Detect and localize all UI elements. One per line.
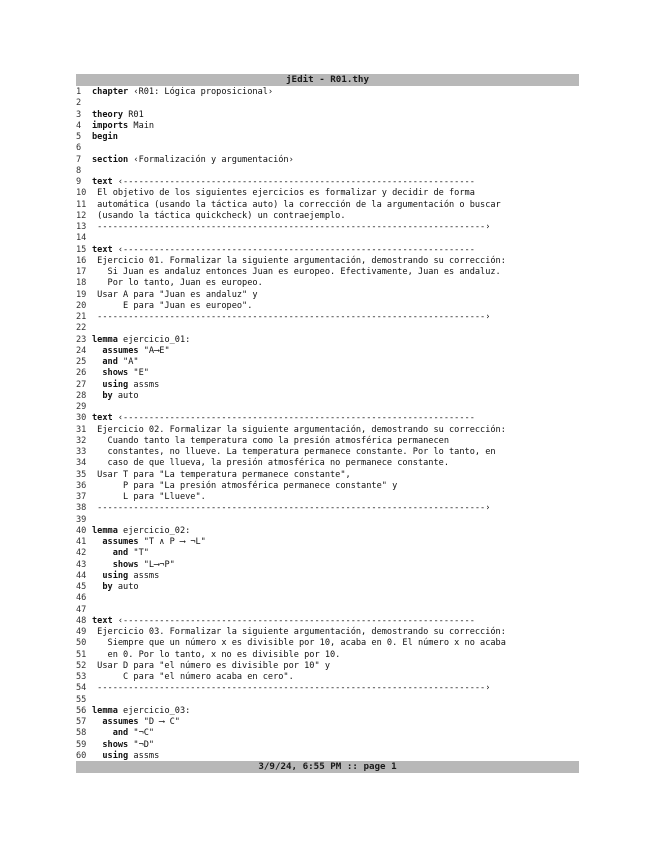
code-line <box>76 582 579 593</box>
line-number: 31 <box>76 424 87 435</box>
line-number: 34 <box>76 458 87 469</box>
line-number: 20 <box>76 300 87 311</box>
line-number: 4 <box>76 120 82 131</box>
line-text <box>92 582 139 593</box>
line-content: automática (usando la táctica auto) la corrección de la argumentación o buscar <box>92 199 501 210</box>
keyword: text <box>92 177 113 187</box>
code-line <box>76 593 579 604</box>
line-text <box>92 436 449 447</box>
code-line <box>76 616 579 627</box>
line-text <box>92 571 159 582</box>
line-text <box>92 368 149 379</box>
line-number: 13 <box>76 222 87 232</box>
line-content: ‹-------------------------------------------------------------------- <box>112 615 475 626</box>
line-text <box>92 121 154 132</box>
code-line <box>76 605 579 616</box>
code-line <box>76 98 579 109</box>
code-line <box>76 695 579 706</box>
keyword: lemma <box>92 525 118 536</box>
code-line <box>76 233 579 244</box>
code-line <box>76 560 579 571</box>
line-content: Ejercicio 02. Formalizar la siguiente argumentación, demostrando su corrección: <box>92 424 506 435</box>
line-text <box>92 312 490 323</box>
line-text <box>92 627 506 638</box>
line-content: "A" <box>117 357 139 367</box>
code-line <box>76 177 579 188</box>
line-number: 53 <box>76 672 87 682</box>
line-text <box>92 706 190 717</box>
code-line <box>76 413 579 424</box>
line-number: 1 <box>76 87 82 97</box>
line-number: 14 <box>76 233 87 244</box>
line-text <box>92 278 263 289</box>
line-text <box>92 290 258 301</box>
line-content: "T ∧ P ⟶ ¬L" <box>138 537 206 547</box>
line-content: ---------------------------------------------------------------------------› <box>92 312 491 322</box>
code-line <box>76 222 579 233</box>
line-content: ejercicio_02: <box>117 525 191 536</box>
line-number: 49 <box>76 627 87 637</box>
line-content: Usar D para "el número es divisible por 10" y <box>92 660 330 671</box>
keyword: section <box>92 154 129 165</box>
line-number: 26 <box>76 368 87 379</box>
keyword: begin <box>92 132 118 142</box>
line-content: "T" <box>128 548 149 559</box>
line-text <box>92 740 154 751</box>
line-content: Ejercicio 03. Formalizar la siguiente argumentación, demostrando su corrección: <box>92 627 506 637</box>
line-number: 59 <box>76 739 87 750</box>
code-line <box>76 110 579 121</box>
code-line <box>76 301 579 312</box>
code-line <box>76 706 579 717</box>
line-content: Main <box>128 120 155 131</box>
line-content: ---------------------------------------------------------------------------› <box>92 222 491 232</box>
line-text <box>92 560 175 571</box>
code-line <box>76 458 579 469</box>
line-content: assms <box>128 570 160 581</box>
line-text <box>92 155 294 166</box>
code-line <box>76 380 579 391</box>
code-line <box>76 627 579 638</box>
line-text <box>92 616 475 627</box>
code-line <box>76 447 579 458</box>
line-number: 42 <box>76 548 87 559</box>
line-number: 55 <box>76 694 87 705</box>
keyword: shows <box>92 739 129 750</box>
code-line <box>76 740 579 751</box>
line-number: 2 <box>76 98 82 109</box>
line-text <box>92 267 501 278</box>
code-line <box>76 188 579 199</box>
code-line <box>76 391 579 402</box>
line-number: 21 <box>76 312 87 322</box>
line-number: 36 <box>76 480 87 491</box>
line-number: 24 <box>76 345 87 356</box>
code-line <box>76 245 579 256</box>
line-number: 38 <box>76 503 87 514</box>
line-text <box>92 211 346 222</box>
line-text <box>92 413 475 424</box>
line-number: 7 <box>76 154 82 165</box>
keyword: using <box>92 750 129 761</box>
line-number: 17 <box>76 267 87 277</box>
line-text <box>92 177 475 188</box>
line-text <box>92 256 506 267</box>
code-line <box>76 492 579 503</box>
line-text <box>92 245 475 256</box>
line-text <box>92 110 144 121</box>
code-line <box>76 357 579 368</box>
code-line <box>76 278 579 289</box>
line-text <box>92 391 139 402</box>
line-text <box>92 301 252 312</box>
line-text <box>92 447 496 458</box>
code-line <box>76 290 579 301</box>
line-content: (usando la táctica quickcheck) un contraejemplo. <box>92 210 346 221</box>
keyword: and <box>92 728 129 739</box>
line-content: constantes, no llueve. La temperatura permanece constante. Por lo tanto, en <box>92 447 496 457</box>
line-number: 39 <box>76 514 87 525</box>
keyword: by <box>92 582 113 592</box>
code-line <box>76 526 579 537</box>
line-content: "¬C" <box>128 728 155 739</box>
code-line <box>76 548 579 559</box>
code-line <box>76 481 579 492</box>
line-content: en 0. Por lo tanto, x no es divisible por 10. <box>92 649 341 660</box>
code-line <box>76 650 579 661</box>
code-line <box>76 346 579 357</box>
line-number: 54 <box>76 683 87 694</box>
line-content: Por lo tanto, Juan es europeo. <box>92 278 263 289</box>
line-content: ejercicio_01: <box>117 334 191 345</box>
line-text <box>92 335 190 346</box>
keyword: and <box>92 548 129 559</box>
line-number: 19 <box>76 289 87 300</box>
code-line <box>76 87 579 98</box>
page-footer: 3/9/24, 6:55 PM :: page 1 <box>76 761 579 773</box>
line-number: 12 <box>76 210 87 221</box>
line-content: P para "La presión atmosférica permanece constante" y <box>92 480 398 491</box>
line-number: 52 <box>76 660 87 671</box>
keyword: assumes <box>92 537 139 547</box>
code-line <box>76 121 579 132</box>
code-line <box>76 503 579 514</box>
line-text <box>92 425 506 436</box>
line-text <box>92 222 490 233</box>
line-content: Si Juan es andaluz entonces Juan es europeo. Efectivamente, Juan es andaluz. <box>92 267 501 277</box>
code-line <box>76 402 579 413</box>
code-line <box>76 155 579 166</box>
line-text <box>92 346 170 357</box>
line-number: 48 <box>76 615 87 626</box>
line-content: ---------------------------------------------------------------------------› <box>92 503 491 514</box>
line-number: 47 <box>76 604 87 615</box>
line-text <box>92 548 149 559</box>
line-text <box>92 650 340 661</box>
code-line <box>76 537 579 548</box>
line-number: 6 <box>76 143 82 154</box>
line-number: 25 <box>76 357 87 367</box>
keyword: using <box>92 379 129 390</box>
line-content: ---------------------------------------------------------------------------› <box>92 683 491 694</box>
line-text <box>92 526 190 537</box>
line-number: 60 <box>76 750 87 761</box>
line-text <box>92 132 118 143</box>
line-number: 41 <box>76 537 87 547</box>
line-number: 15 <box>76 244 87 255</box>
line-number: 43 <box>76 559 87 570</box>
keyword: theory <box>92 109 124 120</box>
line-number: 45 <box>76 582 87 592</box>
line-text <box>92 87 273 98</box>
line-text <box>92 380 159 391</box>
line-number: 28 <box>76 390 87 401</box>
line-text <box>92 357 139 368</box>
line-text <box>92 638 506 649</box>
line-number: 16 <box>76 255 87 266</box>
code-line <box>76 256 579 267</box>
code-line <box>76 683 579 694</box>
line-content: "A⟶E" <box>138 345 170 356</box>
line-content: auto <box>112 582 139 592</box>
keyword: lemma <box>92 334 118 345</box>
line-number: 29 <box>76 402 87 412</box>
line-number: 32 <box>76 435 87 446</box>
line-content: Usar A para "Juan es andaluz" y <box>92 289 258 300</box>
line-number: 51 <box>76 649 87 660</box>
line-number: 56 <box>76 705 87 716</box>
line-number: 50 <box>76 638 87 649</box>
line-number: 58 <box>76 728 87 739</box>
keyword: lemma <box>92 705 118 716</box>
line-content: ejercicio_03: <box>117 705 191 716</box>
line-number: 8 <box>76 165 82 176</box>
code-line <box>76 672 579 683</box>
keyword: shows <box>92 368 129 379</box>
line-content: ‹Formalización y argumentación› <box>128 154 294 165</box>
line-content: caso de que llueva, la presión atmosférica no permanece constante. <box>92 458 449 469</box>
line-number: 57 <box>76 717 87 727</box>
code-line <box>76 571 579 582</box>
line-content: E para "Juan es europeo". <box>92 300 253 311</box>
code-line <box>76 335 579 346</box>
code-line <box>76 323 579 334</box>
line-content: "D ⟶ C" <box>138 717 180 727</box>
line-content: Ejercicio 01. Formalizar la siguiente argumentación, demostrando su corrección: <box>92 255 506 266</box>
page-header: jEdit - R01.thy <box>76 74 579 86</box>
keyword: text <box>92 413 113 424</box>
keyword: assumes <box>92 717 139 727</box>
code-line <box>76 661 579 672</box>
code-line <box>76 436 579 447</box>
line-number: 9 <box>76 177 82 187</box>
line-number: 30 <box>76 413 87 424</box>
line-number: 46 <box>76 593 87 604</box>
line-content: "E" <box>128 368 149 379</box>
line-text <box>92 537 206 548</box>
line-content: ‹R01: Lógica proposicional› <box>128 87 274 97</box>
line-number: 35 <box>76 469 87 480</box>
line-content: auto <box>112 390 139 401</box>
keyword: and <box>92 357 118 367</box>
line-number: 44 <box>76 570 87 581</box>
line-text <box>92 188 475 199</box>
keyword: assumes <box>92 345 139 356</box>
line-content: Usar T para "La temperatura permanece constante", <box>92 469 351 480</box>
line-content: Cuando tanto la temperatura como la presión atmosférica permanecen <box>92 435 449 446</box>
line-text <box>92 717 180 728</box>
line-number: 18 <box>76 278 87 289</box>
line-number: 27 <box>76 379 87 390</box>
code-line <box>76 470 579 481</box>
line-text <box>92 481 397 492</box>
line-content: "¬D" <box>128 739 155 750</box>
line-text <box>92 683 490 694</box>
line-content: ‹-------------------------------------------------------------------- <box>112 413 475 424</box>
keyword: text <box>92 615 113 626</box>
code-line <box>76 638 579 649</box>
line-text <box>92 200 501 211</box>
line-content: Siempre que un número x es divisible por 10, acaba en 0. El número x no acaba <box>92 638 506 649</box>
code-line <box>76 728 579 739</box>
line-content: ‹-------------------------------------------------------------------- <box>112 177 475 187</box>
code-line <box>76 368 579 379</box>
keyword: shows <box>92 559 139 570</box>
code-line <box>76 166 579 177</box>
line-content: L para "Llueve". <box>92 492 206 502</box>
code-line <box>76 211 579 222</box>
code-line <box>76 425 579 436</box>
code-listing <box>76 87 579 762</box>
line-text <box>92 728 154 739</box>
line-number: 11 <box>76 199 87 210</box>
line-number: 23 <box>76 334 87 345</box>
line-content: ‹-------------------------------------------------------------------- <box>112 244 475 255</box>
keyword: chapter <box>92 87 129 97</box>
line-text <box>92 492 206 503</box>
line-number: 33 <box>76 447 87 457</box>
keyword: by <box>92 390 113 401</box>
line-content: assms <box>128 379 160 390</box>
code-line <box>76 200 579 211</box>
code-line <box>76 312 579 323</box>
line-text <box>92 458 449 469</box>
code-line <box>76 717 579 728</box>
line-text <box>92 661 330 672</box>
line-text <box>92 503 490 514</box>
code-line <box>76 143 579 154</box>
line-number: 10 <box>76 188 87 199</box>
code-line <box>76 515 579 526</box>
line-number: 5 <box>76 132 82 142</box>
keyword: text <box>92 244 113 255</box>
line-text <box>92 470 351 481</box>
line-content: El objetivo de los siguientes ejercicios es formalizar y decidir de forma <box>92 188 475 199</box>
keyword: using <box>92 570 129 581</box>
keyword: imports <box>92 120 129 131</box>
line-number: 37 <box>76 492 87 502</box>
code-line <box>76 132 579 143</box>
line-number: 40 <box>76 525 87 536</box>
line-text <box>92 672 294 683</box>
line-content: C para "el número acaba en cero". <box>92 672 294 682</box>
line-content: R01 <box>123 109 144 120</box>
line-content: "L⟶¬P" <box>138 559 175 570</box>
line-number: 22 <box>76 323 87 334</box>
code-line <box>76 267 579 278</box>
line-content: assms <box>128 750 160 761</box>
line-number: 3 <box>76 109 82 120</box>
